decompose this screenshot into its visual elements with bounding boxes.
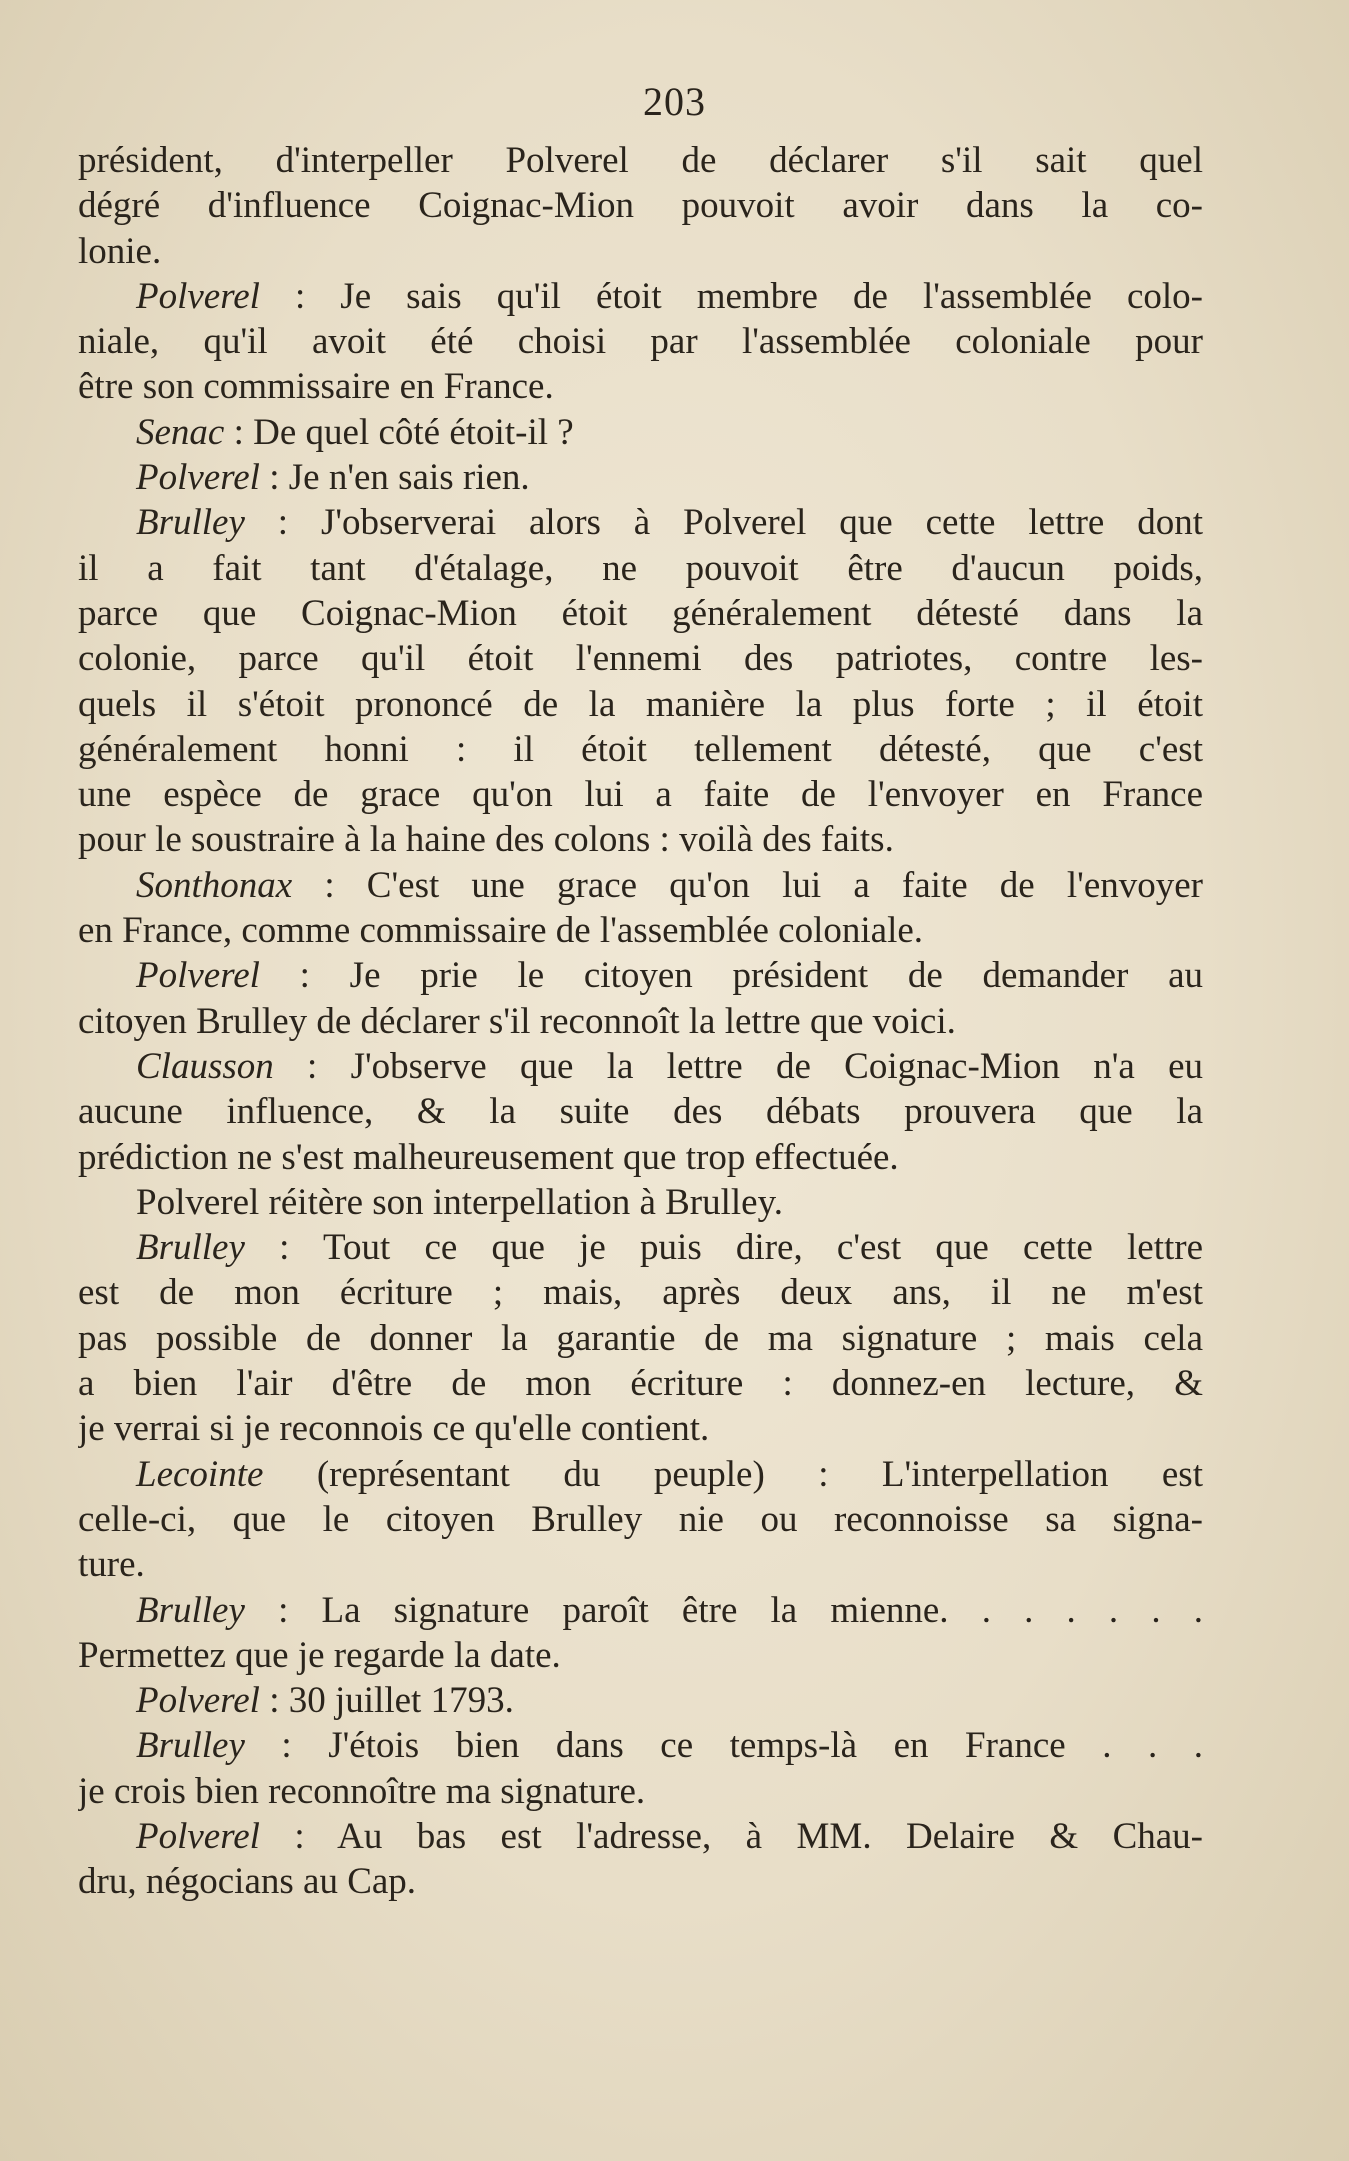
text-line [78,953,1203,998]
line-text: est de mon écriture ; mais, après deux ans, il ne m'est [78,1272,1203,1314]
text-line [78,591,1203,636]
page-number: 203 [643,79,706,124]
line-text: : Je n'en sais rien. [259,457,530,499]
line-text: : Je sais qu'il étoit membre de l'assemblée colo- [259,275,1203,317]
line-text: : De quel côté étoit-il ? [224,411,574,453]
text-line [78,1361,1203,1406]
line-text: aucune influence, & la suite des débats prouvera que la [78,1091,1203,1133]
speaker-name: Brulley [136,1725,245,1767]
text-line [78,1225,1203,1270]
text-line [78,863,1203,908]
line-text: une espèce de grace qu'on lui a faite de l'envoyer en France [78,774,1203,816]
text-line [78,1678,1203,1723]
line-text: : Je prie le citoyen président de demander au [259,955,1203,997]
text-line [78,999,1203,1044]
speaker-name: Polverel [136,275,260,317]
line-text: niale, qu'il avoit été choisi par l'assemblée coloniale pour [78,321,1203,363]
line-text: colonie, parce qu'il étoit l'ennemi des patriotes, contre les- [78,638,1203,680]
text-line [78,1406,1203,1451]
line-text: être son commissaire en France. [78,366,554,408]
line-text: : 30 juillet 1793. [259,1680,514,1722]
line-text: prédiction ne s'est malheureusement que trop effectuée. [78,1136,899,1178]
text-line [78,1859,1203,1904]
text-line [78,1633,1203,1678]
text-line [78,183,1203,228]
text-line [78,817,1203,862]
text-line [78,138,1203,183]
line-text: lonie. [78,230,162,272]
speaker-name: Brulley [136,502,245,544]
line-text: : La signature paroît être la mienne. . . . . . . [244,1589,1203,1631]
line-text: : Au bas est l'adresse, à MM. Delaire & Chau- [259,1815,1203,1857]
line-text: président, d'interpeller Polverel de déclarer s'il sait quel [78,140,1203,181]
text-line [78,1089,1203,1134]
text-line [78,1180,1203,1225]
text-line [78,727,1203,772]
text-line [78,1044,1203,1089]
text-line [78,1452,1203,1497]
text-line [78,636,1203,681]
line-text: en France, comme commissaire de l'assemblée coloniale. [78,910,924,952]
page-body-text [78,138,1203,1905]
line-text: quels il s'étoit prononcé de la manière la plus forte ; il étoit [78,683,1203,725]
text-line [78,546,1203,591]
line-text: Permettez que je regarde la date. [78,1634,561,1676]
text-line [78,682,1203,727]
line-text: ture. [78,1544,145,1586]
speaker-name: Polverel [136,1815,260,1857]
line-text: : J'observerai alors à Polverel que cette lettre dont [244,502,1203,544]
line-text: Polverel réitère son interpellation à Brulley. [136,1181,783,1223]
line-text: il a fait tant d'étalage, ne pouvoit être d'aucun poids, [78,547,1203,589]
text-line [78,1769,1203,1814]
speaker-name: Clausson [136,1045,274,1087]
line-text: dégré d'influence Coignac-Mion pouvoit avoir dans la co- [78,185,1203,227]
line-text: je verrai si je reconnois ce qu'elle contient. [78,1408,710,1450]
line-text: je crois bien reconnoître ma signature. [78,1770,646,1812]
line-text: : Tout ce que je puis dire, c'est que cette lettre [244,1227,1203,1269]
line-text: pour le soustraire à la haine des colons : voilà des faits. [78,819,894,861]
text-line [78,364,1203,409]
text-line [78,772,1203,817]
text-line [78,1497,1203,1542]
line-text: : J'observe que la lettre de Coignac-Mion n'a eu [273,1045,1203,1087]
line-text: : C'est une grace qu'on lui a faite de l'envoyer [292,864,1203,906]
text-line [78,1316,1203,1361]
speaker-name: Senac [136,411,225,453]
line-text: celle-ci, que le citoyen Brulley nie ou reconnoisse sa signa- [78,1498,1203,1540]
speaker-name: Polverel [136,457,260,499]
text-line [78,908,1203,953]
text-line [78,1723,1203,1768]
text-line [78,1135,1203,1180]
speaker-name: Sonthonax [136,864,293,906]
text-line [78,274,1203,319]
text-line [78,1542,1203,1587]
line-text: pas possible de donner la garantie de ma signature ; mais cela [78,1317,1203,1359]
speaker-name: Polverel [136,1680,260,1722]
speaker-name: Lecointe [136,1453,264,1495]
line-text: dru, négocians au Cap. [78,1861,417,1903]
line-text: citoyen Brulley de déclarer s'il reconnoît la lettre que voici. [78,1000,956,1042]
speaker-name: Brulley [136,1589,245,1631]
line-text: (représentant du peuple) : L'interpellation est [263,1453,1203,1495]
text-line [78,500,1203,545]
line-text: : J'étois bien dans ce temps-là en France . . . [244,1725,1203,1767]
text-line [78,1588,1203,1633]
text-line [78,1270,1203,1315]
line-text: parce que Coignac-Mion étoit généralement détesté dans la [78,592,1203,634]
speaker-name: Polverel [136,955,260,997]
line-text: a bien l'air d'être de mon écriture : donnez-en lecture, & [78,1363,1203,1405]
text-line [78,410,1203,455]
text-line [78,229,1203,274]
speaker-name: Brulley [136,1227,245,1269]
text-line [78,1814,1203,1859]
line-text: généralement honni : il étoit tellement détesté, que c'est [78,728,1203,770]
text-line [78,455,1203,500]
text-line [78,319,1203,364]
